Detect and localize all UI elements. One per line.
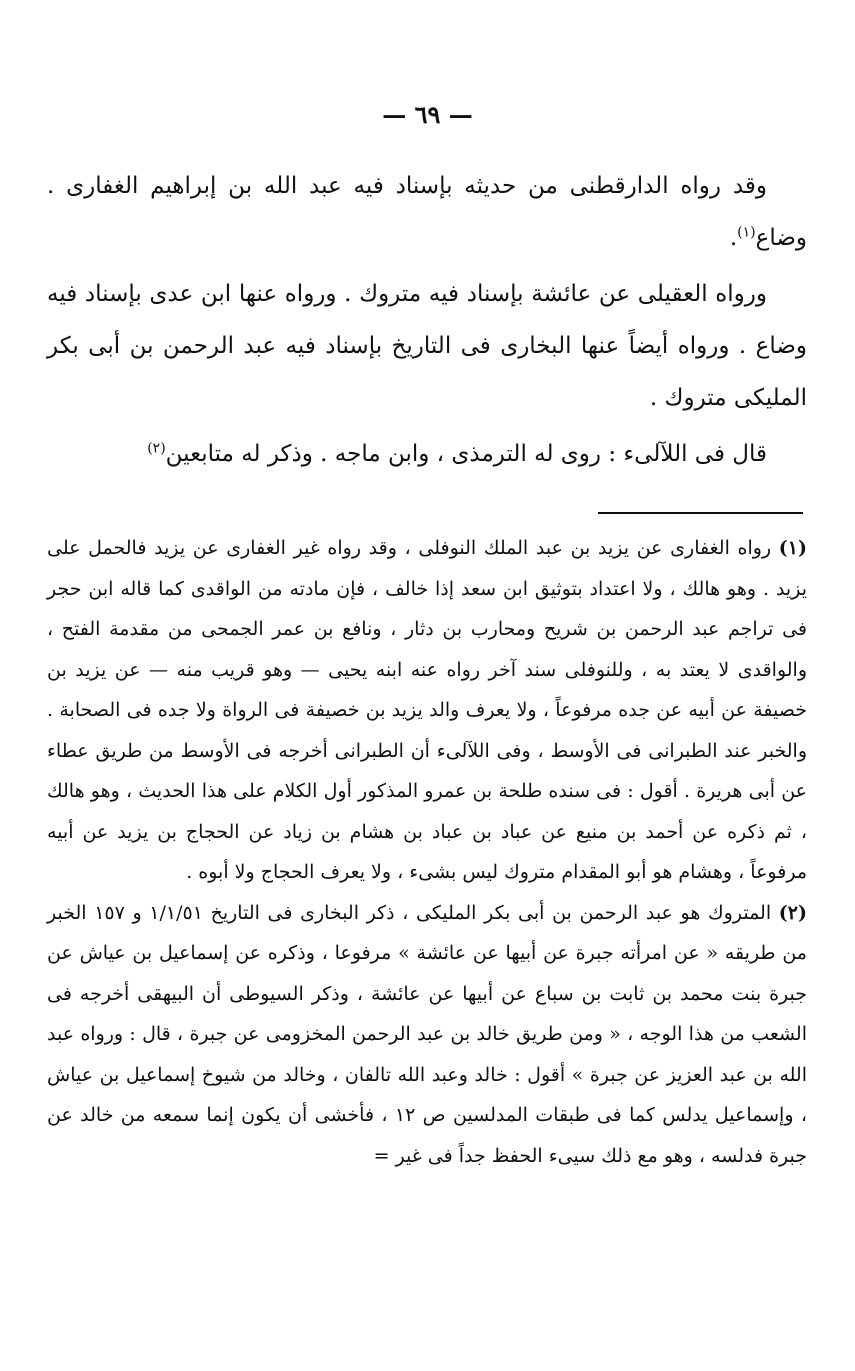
paragraph-tail: . — [729, 225, 738, 251]
main-text — [47, 160, 807, 484]
page-number: — ٦٩ — — [382, 100, 473, 129]
paragraph-1 — [47, 160, 807, 264]
footnote-marker: (١) — [778, 537, 807, 559]
paragraph-text: ورواه العقيلى عن عائشة بإسناد فيه متروك . ورواه عنها ابن عدى بإسناد فيه وضاع . ورواه أيضاً عنها البخارى فى التاريخ بإسناد فيه عبد الرحمن بن أبى بكر المليكى متروك . — [47, 281, 807, 411]
paragraph-text: وقد رواه الدارقطنى من حديثه بإسناد فيه عبد الله بن إبراهيم الغفارى . وضاع — [47, 173, 807, 251]
footnote-2 — [47, 893, 807, 1177]
footnote-reference-1[interactable]: (١) — [737, 224, 756, 241]
footnote-text: المتروك هو عبد الرحمن بن أبى بكر المليكى ، ذكر البخارى فى التاريخ ١/١/٥١ و ١٥٧ الخبر من طريقه « عن امرأته جبرة عن أبيها عن عائشة » مرفوعا ، وذكره عن إسماعيل بن عياش عن جبرة بنت محمد بن ثابت بن سباع عن أبيها عن عائشة ، وذكر السيوطى أن البيهقى أخرجه فى الشعب من هذا الوجه ، « ومن طريق خالد بن عبد الرحمن المخزومى عن جبرة ، قال : ورواه عبد الله بن عبد العزيز عن جبرة » أقول : خالد وعبد الله تالفان ، وخالد من شيوخ إسماعيل بن عياش ، وإسماعيل يدلس كما فى طبقات المدلسين ص ١٢ ، فأخشى أن يكون إنما سمعه من خالد عن جبرة فدلسه ، وهو مع ذلك سيىء الحفظ جداً فى غير = — [47, 901, 807, 1167]
footnote-marker: (٢) — [778, 901, 807, 924]
footnote-1 — [47, 528, 807, 893]
footnotes — [47, 528, 807, 1176]
paragraph-2 — [47, 268, 807, 424]
footnote-reference-2[interactable]: (٢) — [147, 440, 166, 457]
footnote-text: رواه الغفارى عن يزيد بن عبد الملك النوفلى ، وقد رواه غير الغفارى عن يزيد فالحمل على يزيد . وهو هالك ، ولا اعتداد بتوثيق ابن سعد إذا خالف ، فإن مادته من الواقدى كما قاله ابن حجر فى تراجم عبد الرحمن بن شريح ومحارب بن دثار ، ونافع بن عمر الجمحى من مقدمة الفتح ، والواقدى لا يعتد به ، وللنوفلى سند آخر رواه عنه ابنه يحيى — وهو قريب منه — عن يزيد بن خصيفة عن أبيه عن جده مرفوعاً ، ولا يعرف والد يزيد بن خصيفة فى الرواة ولا جده فى الصحابة . والخبر عند الطبرانى فى الأوسط ، وفى اللآلىء أن الطبرانى أخرجه فى الأوسط من طريق عطاء عن أبى هريرة . أقول : فى سنده طلحة بن عمرو المذكور أول الكلام على هذا الحديث ، وهو هالك ، ثم ذكره عن أحمد بن منيع عن عباد بن عباد بن هشام بن زياد عن الحجاج بن يزيد عن أبيه مرفوعاً ، وهشام هو أبو المقدام متروك ليس بشىء ، ولا يعرف الحجاج ولا أبوه . — [47, 537, 807, 883]
paragraph-text: قال فى اللآلىء : روى له الترمذى ، وابن ماجه . وذكر له متابعين — [165, 441, 767, 467]
footnote-separator — [598, 512, 803, 514]
paragraph-3 — [47, 428, 807, 480]
